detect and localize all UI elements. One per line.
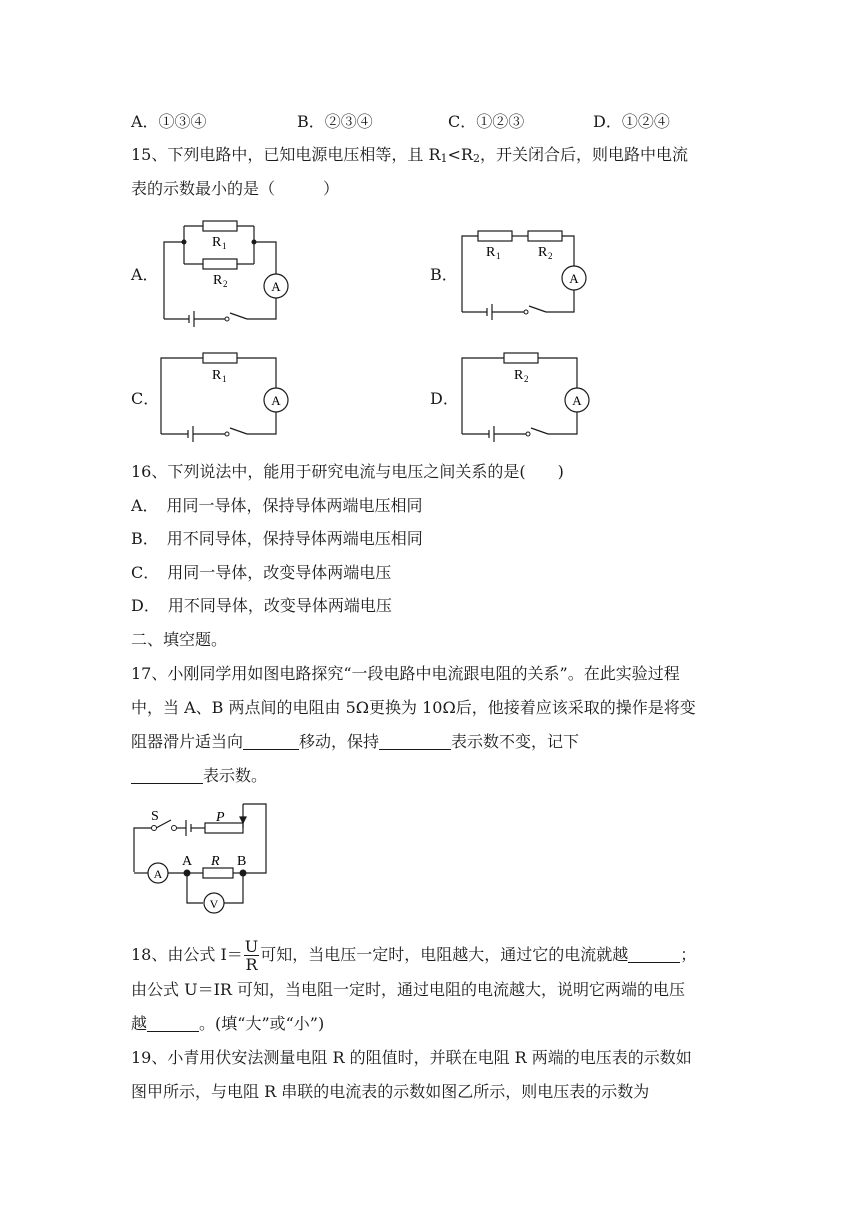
q18-frac-num: U <box>244 937 259 956</box>
q16-option-b: B． 用不同导体，保持导体两端电压相同 <box>131 529 423 548</box>
q18-line3-b: 。(填“大”或“小”) <box>199 1014 325 1033</box>
q17-line3-b: 移动，保持 <box>299 732 380 751</box>
q17-blank-1 <box>243 733 299 750</box>
q16-option-a: A． 用同一导体，保持导体两端电压相同 <box>131 496 423 515</box>
circuit-c-r1-sub: 1 <box>222 374 227 384</box>
circuit-b-ammeter-label: A <box>569 271 579 286</box>
circuit-d-r2-label: R <box>514 368 524 383</box>
circuit-d-diagram <box>456 346 596 441</box>
q17-line3-a: 阻器滑片适当向 <box>131 732 244 751</box>
q17-blank-3 <box>131 767 203 784</box>
q15-label-a: A． <box>131 265 159 284</box>
q18-line1-b: 可知，当电压一定时，电阻越大，通过它的电流就越 <box>260 945 629 964</box>
q17-resistor-label: R <box>211 854 220 869</box>
q17-slider-label: P <box>216 810 225 825</box>
q14-option-b: B．②③④ <box>297 112 373 131</box>
q17-line3 <box>131 732 579 752</box>
q17-line3-c: 表示数不变，记下 <box>451 732 580 751</box>
circuit-b-r2-label: R <box>538 245 548 260</box>
q18-blank-2 <box>147 1015 199 1032</box>
q17-point-a-label: A <box>182 854 193 869</box>
circuit-a-diagram <box>150 212 295 327</box>
q14-option-a: A．①③④ <box>131 112 207 131</box>
q17-point-b-label: B <box>237 854 247 869</box>
q15-sub1: 1 <box>440 152 448 165</box>
q17-line2: 中，当 A、B 两点间的电阻由 5Ω更换为 10Ω后，他接着应该采取的操作是将变 <box>131 698 696 717</box>
circuit-c-ammeter-label: A <box>271 393 281 408</box>
circuit-b-r1-label: R <box>486 245 496 260</box>
circuit-c-diagram <box>155 346 295 441</box>
q19-line1: 19、小青用伏安法测量电阻 R 的阻值时，并联在电阻 R 两端的电压表的示数如 <box>131 1048 692 1067</box>
q18-line3-a: 越 <box>131 1014 148 1033</box>
q16-option-d: D． 用不同导体，改变导体两端电压 <box>131 596 392 615</box>
q18-line3 <box>131 1014 324 1034</box>
q15-stem-line1 <box>131 145 688 169</box>
circuit-a-r2-label: R <box>213 273 223 288</box>
q15-text-mid: <R <box>447 145 473 164</box>
q14-option-c: C．①②③ <box>448 112 525 131</box>
q15-label-d: D． <box>430 389 459 408</box>
circuit-a-r1-sub: 1 <box>222 241 227 251</box>
q15-label-b: B． <box>430 265 458 284</box>
q17-ammeter-label: A <box>153 867 163 881</box>
circuit-a-ammeter-label: A <box>271 279 281 294</box>
q15-text-post: ，开关闭合后，则电路中电流 <box>479 145 688 164</box>
q17-switch-label: S <box>151 809 159 824</box>
circuit-b-r1-sub: 1 <box>496 251 501 261</box>
q15-text: 15、下列电路中，已知电源电压相等，且 R <box>131 145 441 164</box>
q18-fraction <box>244 938 259 973</box>
section-heading: 二、填空题。 <box>131 630 228 649</box>
q18-line1 <box>131 937 696 973</box>
q15-stem-line2: 表的示数最小的是（ ） <box>131 179 340 198</box>
q15-sub2: 2 <box>472 152 480 165</box>
q14-option-d: D．①②④ <box>593 112 670 131</box>
circuit-b-diagram <box>456 222 596 317</box>
circuit-d-r2-sub: 2 <box>524 374 529 384</box>
q16-stem: 16、下列说法中，能用于研究电流与电压之间关系的是( ) <box>131 462 564 481</box>
circuit-b-r2-sub: 2 <box>548 251 553 261</box>
q17-line1: 17、小刚同学用如图电路探究“一段电路中电流跟电阻的关系”。在此实验过程 <box>131 664 680 683</box>
q18-line2: 由公式 U＝IR 可知，当电阻一定时，通过电阻的电流越大，说明它两端的电压 <box>131 980 686 999</box>
q18-line1-c: ； <box>680 945 697 964</box>
q17-line4-b: 表示数。 <box>203 766 268 785</box>
circuit-a-r2-sub: 2 <box>223 279 228 289</box>
q17-line4 <box>131 766 267 786</box>
circuit-d-ammeter-label: A <box>572 393 582 408</box>
q17-blank-2 <box>379 733 451 750</box>
q19-line2: 图甲所示，与电阻 R 串联的电流表的示数如图乙所示，则电压表的示数为 <box>131 1082 650 1101</box>
circuit-c-r1-label: R <box>212 368 222 383</box>
q18-blank-1 <box>628 946 680 963</box>
q15-label-c: C． <box>131 389 160 408</box>
q16-option-c: C． 用同一导体，改变导体两端电压 <box>131 563 392 582</box>
q17-circuit-diagram <box>125 800 275 920</box>
q18-frac-den: R <box>245 955 258 974</box>
q18-line1-a: 18、由公式 I＝ <box>131 945 243 964</box>
circuit-a-r1-label: R <box>212 235 222 250</box>
q17-voltmeter-label: V <box>209 897 219 911</box>
